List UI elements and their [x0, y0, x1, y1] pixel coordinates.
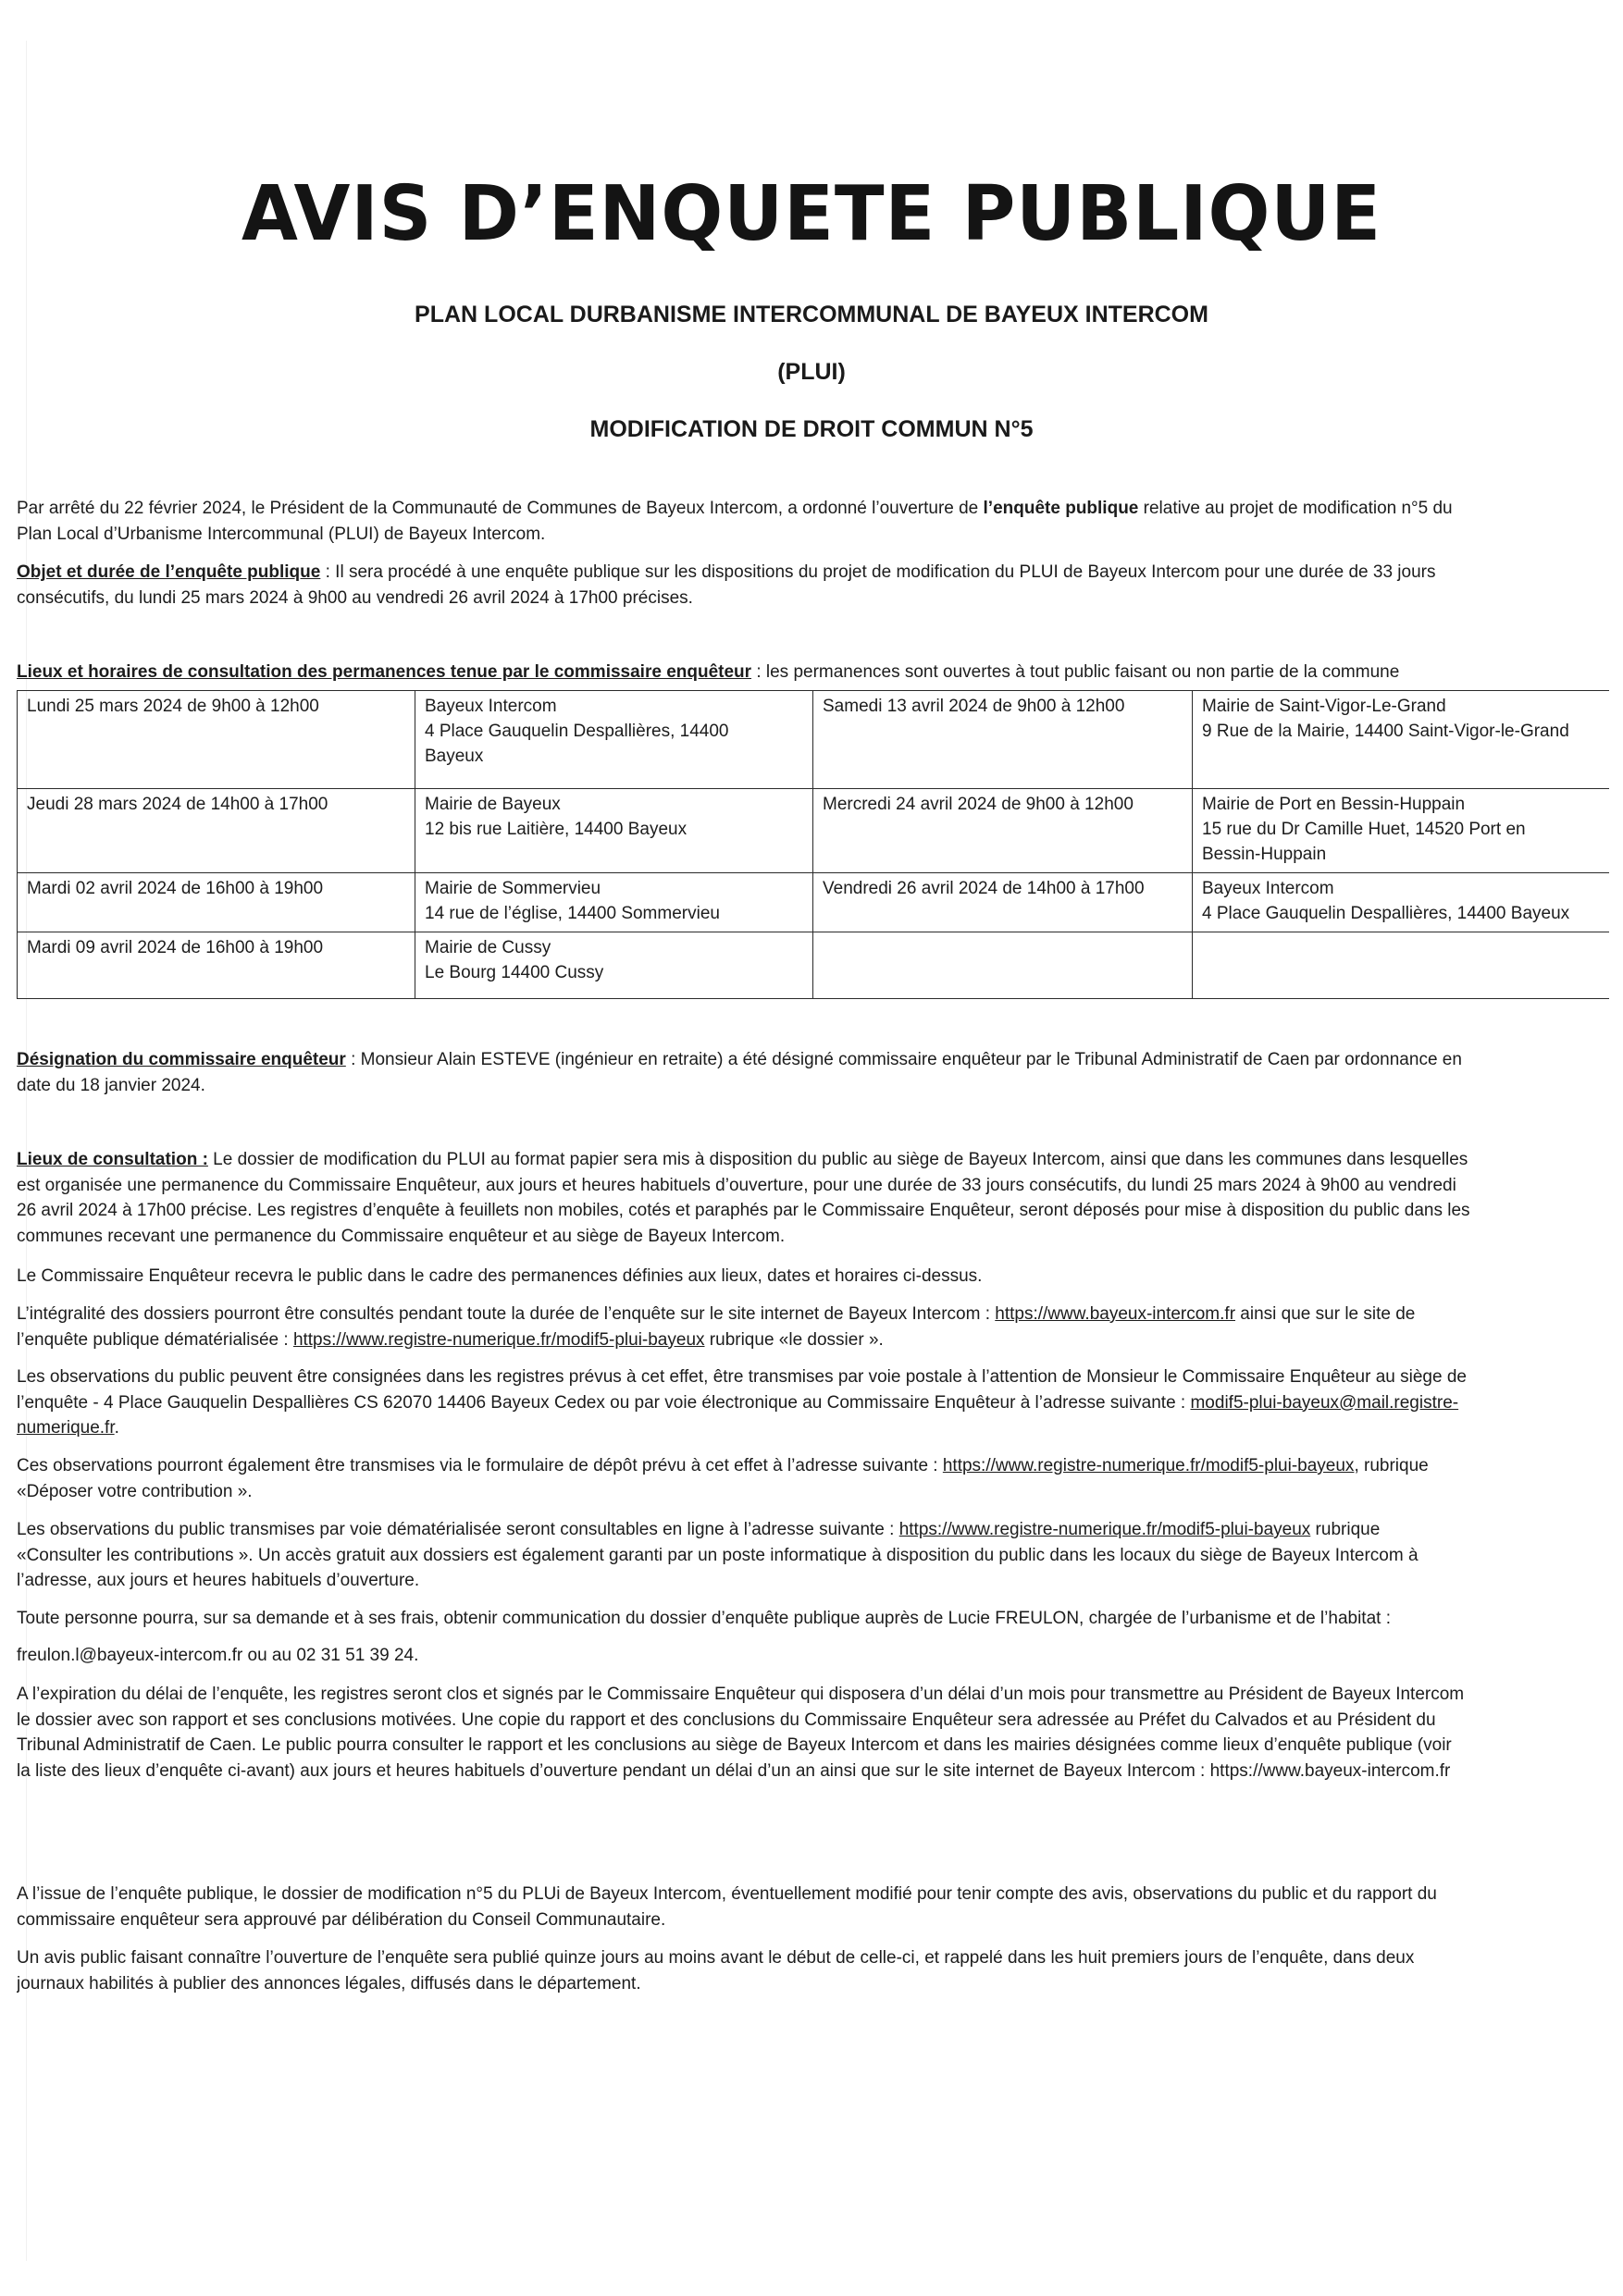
objet-paragraph — [17, 560, 1608, 611]
formulaire-text-b: , rubrique — [1354, 1456, 1429, 1475]
formulaire-paragraph — [17, 1453, 1608, 1504]
avis-paragraph — [17, 1945, 1608, 1996]
permanence-lieu — [1193, 873, 1609, 932]
subtitle-plui: (PLUI) — [777, 359, 846, 385]
integralite-text-a: L’intégralité des dossiers pourront être consultés pendant toute la durée de l’enquête sur le site internet de Bayeux Intercom : — [17, 1304, 996, 1324]
permanence-date: Lundi 25 mars 2024 de 9h00 à 12h00 — [18, 691, 415, 789]
permanence-date: Mardi 02 avril 2024 de 16h00 à 19h00 — [18, 873, 415, 932]
designation-heading: Désignation du commissaire enquêteur — [17, 1050, 346, 1069]
objet-line-2: consécutifs, du lundi 25 mars 2024 à 9h00 au vendredi 26 avril 2024 à 17h00 précises. — [17, 587, 693, 608]
subtitle-plan: PLAN LOCAL DURBANISME INTERCOMMUNAL DE BAYEUX INTERCOM — [415, 302, 1208, 327]
permanence-lieu — [1193, 691, 1609, 789]
contributions-link[interactable]: https://www.registre-numerique.fr/modif5-plui-bayeux — [898, 1520, 1311, 1539]
email-link-cont[interactable]: numerique.fr — [17, 1418, 115, 1438]
lieu-address: 14 rue de l’église, 14400 Sommervieu — [425, 904, 720, 923]
issue-line-1: A l’issue de l’enquête publique, le dossier de modification n°5 du PLUi de Bayeux Intercom, éventuellement modifié pour tenir compte des avis, observations du public et du rapport du — [17, 1884, 1437, 1904]
lieu-address: 4 Place Gauquelin Despallières, 14400 Bayeux — [1202, 904, 1570, 923]
permanence-date: Vendredi 26 avril 2024 de 14h00 à 17h00 — [813, 873, 1193, 932]
permanence-lieu — [415, 789, 813, 873]
integralite-text-b: ainsi que sur le site de — [1235, 1304, 1416, 1324]
lieux-horaires-heading: Lieux et horaires de consultation des permanences tenue par le commissaire enquêteur — [17, 662, 752, 682]
lieu-address: 9 Rue de la Mairie, 14400 Saint-Vigor-le-Grand — [1202, 722, 1569, 741]
consultation-paragraph — [17, 1147, 1608, 1249]
expiration-line-4: la liste des lieux d’enquête ci-avant) aux jours et heures habituels d’ouverture pendant un délai d’un an ainsi que sur le site internet de Bayeux Intercom : https://www.bayeux-intercom.fr — [17, 1760, 1451, 1781]
table-row — [18, 873, 1609, 932]
dematerialisee-line-2: «Consulter les contributions ». Un accès gratuit aux dossiers est également garanti par un poste informatique à disposition du public dans les locaux du siège de Bayeux Intercom à — [17, 1545, 1419, 1565]
expiration-line-1: A l’expiration du délai de l’enquête, les registres seront clos et signés par le Commissaire Enquêteur qui disposera d’un délai d’un mois pour transmettre au Président de Bayeux Intercom — [17, 1685, 1465, 1704]
permanence-date: Mardi 09 avril 2024 de 16h00 à 19h00 — [18, 932, 415, 999]
objet-line-1: : Il sera procédé à une enquête publique sur les dispositions du projet de modification du PLUI de Bayeux Intercom pour une durée de 33 jours — [320, 562, 1436, 582]
registre-numerique-link[interactable]: https://www.registre-numerique.fr/modif5-plui-bayeux — [292, 1329, 705, 1350]
permanence-lieu — [415, 691, 813, 789]
table-row — [18, 789, 1609, 873]
subtitle-modification: MODIFICATION DE DROIT COMMUN N°5 — [589, 416, 1034, 442]
permanence-lieu — [1193, 789, 1609, 873]
consultation-line-4: communes recevant une permanence du Commissaire enquêteur et au siège de Bayeux Intercom. — [17, 1226, 786, 1246]
table-row — [18, 691, 1609, 789]
consultation-heading: Lieux de consultation : — [17, 1150, 208, 1169]
avis-line-1: Un avis public faisant connaître l’ouverture de l’enquête sera publié quinze jours au moins avant le début de celle-ci, et rappelé dans les huit premiers jours de l’enquête, dans deux — [17, 1948, 1415, 1968]
lieux-horaires-paragraph — [17, 660, 1608, 685]
observations-text-b: . — [114, 1418, 119, 1438]
permanence-lieu-empty — [1193, 932, 1609, 999]
designation-paragraph — [17, 1047, 1608, 1098]
observations-paragraph — [17, 1364, 1608, 1441]
permanence-date-empty — [813, 932, 1193, 999]
expiration-line-3: Tribunal Administratif de Caen. Le public pourra consulter le rapport et les conclusions au siège de Bayeux Intercom et dans les mairies désignées comme lieux d’enquête publique (voir — [17, 1735, 1452, 1755]
permanences-table — [17, 690, 1609, 999]
lieu-address-cont: Bessin-Huppain — [1202, 845, 1327, 864]
designation-line-1: : Monsieur Alain ESTEVE (ingénieur en retraite) a été désigné commissaire enquêteur par le Tribunal Administratif de Caen par ordonnance en — [345, 1050, 1462, 1069]
permanence-date: Mercredi 24 avril 2024 de 9h00 à 12h00 — [813, 789, 1193, 873]
lieu-name: Bayeux Intercom — [1202, 879, 1334, 898]
lieux-horaires-text: : les permanences sont ouvertes à tout public faisant ou non partie de la commune — [751, 662, 1400, 682]
intro-line-2: Plan Local d’Urbanisme Intercommunal (PLUI) de Bayeux Intercom. — [17, 524, 546, 544]
avis-line-2: journaux habilités à publier des annonces légales, diffusés dans le département. — [17, 1973, 641, 1994]
dematerialisee-line-3: l’adresse, aux jours et heures habituels d’ouverture. — [17, 1571, 420, 1590]
consultation-line-2: est organisée une permanence du Commissaire Enquêteur, aux jours et heures habituels d’ouverture, pour une durée de 33 jours consécutifs, du lundi 25 mars 2024 à 9h00 au vendredi — [17, 1175, 1456, 1195]
lieu-address: 15 rue du Dr Camille Huet, 14520 Port en — [1202, 820, 1526, 839]
lieu-name: Bayeux Intercom — [425, 697, 557, 716]
expiration-paragraph — [17, 1682, 1608, 1784]
formulaire-line-2: «Déposer votre contribution ». — [17, 1481, 253, 1501]
lieu-address: Le Bourg 14400 Cussy — [425, 963, 604, 982]
lieu-name: Mairie de Bayeux — [425, 795, 561, 814]
integralite-paragraph — [17, 1302, 1608, 1352]
reception-paragraph: Le Commissaire Enquêteur recevra le public dans le cadre des permanences définies aux lieux, dates et horaires ci-dessus. — [17, 1266, 983, 1286]
formulaire-link[interactable]: https://www.registre-numerique.fr/modif5-plui-bayeux — [942, 1456, 1355, 1475]
lieu-name: Mairie de Sommervieu — [425, 879, 601, 898]
intro-text-c: relative au projet de modification n°5 du — [1138, 499, 1453, 518]
permanence-lieu — [415, 932, 813, 999]
bayeux-intercom-link[interactable]: https://www.bayeux-intercom.fr — [995, 1304, 1236, 1324]
dematerialisee-text-a: Les observations du public transmises par voie dématérialisée seront consultables en ligne à l’adresse suivante : — [17, 1520, 899, 1539]
intro-text-a: Par arrêté du 22 février 2024, le Président de la Communauté de Communes de Bayeux Intercom, a ordonné l’ouverture de — [17, 499, 984, 518]
consultation-line-3: 26 avril 2024 à 17h00 précise. Les registres d’enquête à feuillets non mobiles, cotés et paraphés par le Commissaire Enquêteur, seront déposés pour mise à disposition du public dans les — [17, 1201, 1470, 1220]
document-title: AVIS D’ENQUETE PUBLIQUE — [241, 170, 1382, 258]
integralite-text-c: l’enquête publique dématérialisée : — [17, 1329, 293, 1350]
lieu-address: 12 bis rue Laitière, 14400 Bayeux — [425, 820, 688, 839]
observations-text-a: l’enquête - 4 Place Gauquelin Despallières CS 62070 14406 Bayeux Cedex ou par voie électronique au Commissaire Enquêteur à l’adresse suivante : — [17, 1392, 1191, 1413]
issue-line-2: commissaire enquêteur sera approuvé par délibération du Conseil Communautaire. — [17, 1909, 666, 1930]
permanence-lieu — [415, 873, 813, 932]
intro-bold: l’enquête publique — [983, 499, 1139, 518]
table-row — [18, 932, 1609, 999]
formulaire-text-a: Ces observations pourront également être transmises via le formulaire de dépôt prévu à cet effet à l’adresse suivante : — [17, 1456, 943, 1475]
lieu-name: Mairie de Cussy — [425, 938, 551, 957]
lieu-name: Mairie de Saint-Vigor-Le-Grand — [1202, 697, 1446, 716]
contact-line: freulon.l@bayeux-intercom.fr ou au 02 31 51 39 24. — [17, 1646, 419, 1665]
expiration-line-2: le dossier avec son rapport et ses conclusions motivées. Une copie du rapport et des conclusions du Commissaire Enquêteur sera adressée au Préfet du Calvados et au Président du — [17, 1710, 1436, 1730]
integralite-text-d: rubrique «le dossier ». — [704, 1329, 884, 1350]
communication-paragraph: Toute personne pourra, sur sa demande et à ses frais, obtenir communication du dossier d’enquête publique auprès de Lucie FREULON, chargée de l’urbanisme et de l’habitat : — [17, 1609, 1391, 1628]
lieu-name: Mairie de Port en Bessin-Huppain — [1202, 795, 1466, 814]
permanence-date: Samedi 13 avril 2024 de 9h00 à 12h00 — [813, 691, 1193, 789]
lieu-address: 4 Place Gauquelin Despallières, 14400 — [425, 722, 729, 741]
objet-heading: Objet et durée de l’enquête publique — [17, 562, 321, 582]
designation-line-2: date du 18 janvier 2024. — [17, 1075, 205, 1095]
consultation-line-1: Le dossier de modification du PLUI au format papier sera mis à disposition du public au siège de Bayeux Intercom, ainsi que dans les communes dans lesquelles — [207, 1150, 1468, 1169]
dematerialisee-text-b: rubrique — [1310, 1520, 1381, 1539]
dematerialisee-paragraph — [17, 1517, 1608, 1594]
email-link[interactable]: modif5-plui-bayeux@mail.registre- — [1190, 1392, 1459, 1413]
intro-paragraph — [17, 496, 1608, 547]
issue-paragraph — [17, 1882, 1608, 1932]
lieu-address-cont: Bayeux — [425, 747, 484, 766]
observations-line-1: Les observations du public peuvent être consignées dans les registres prévus à cet effet, être transmises par voie postale à l’attention de Monsieur le Commissaire Enquêteur au siège de — [17, 1367, 1467, 1387]
permanence-date: Jeudi 28 mars 2024 de 14h00 à 17h00 — [18, 789, 415, 873]
